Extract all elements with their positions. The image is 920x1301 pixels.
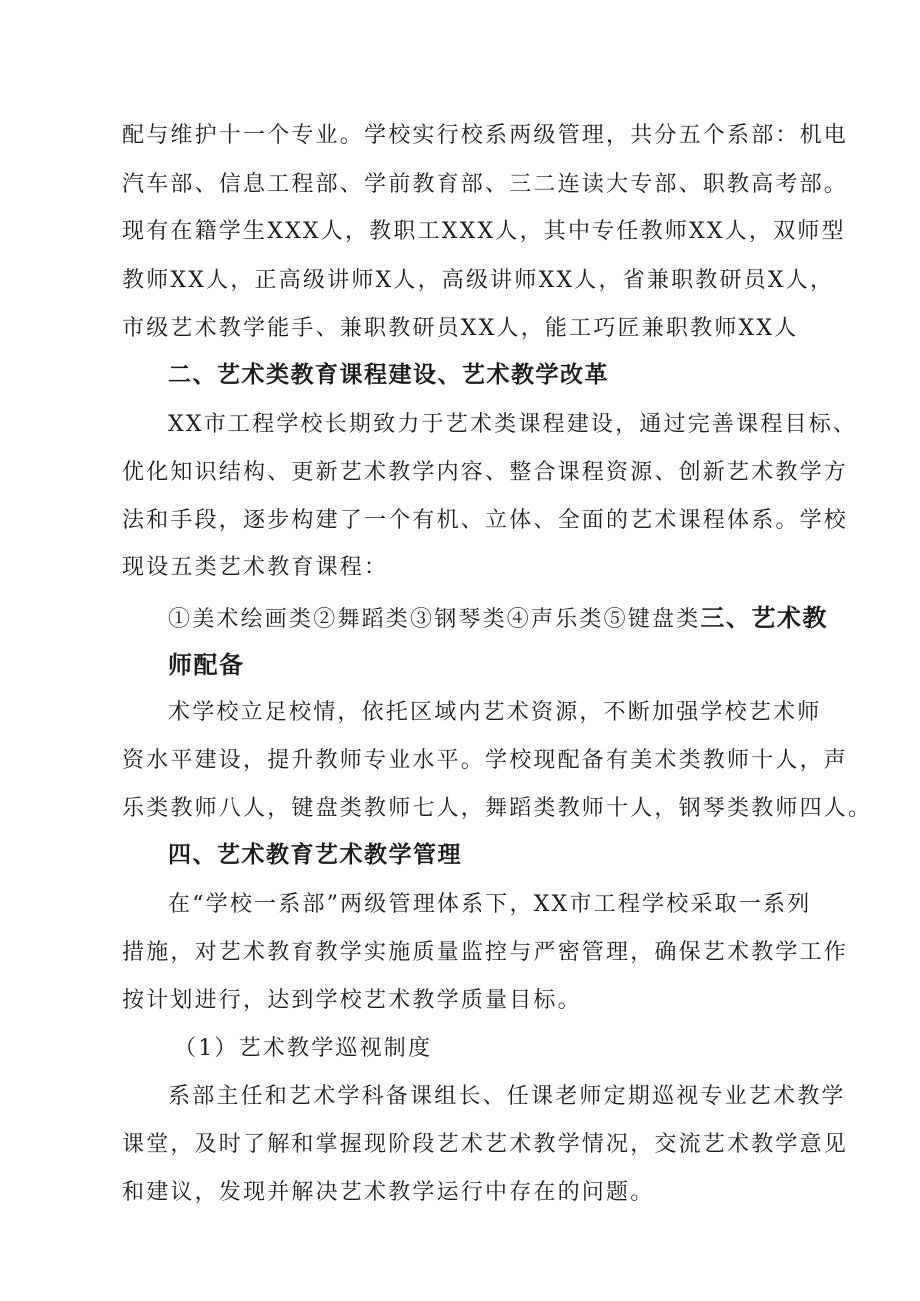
body-text-line: 在“学校一系部”两级管理体系下，XX市工程学校采取一系列 [168, 892, 812, 917]
course-list-text: ①美术绘画类②舞蹈类③钢琴类④声乐类⑤键盘类 [168, 607, 701, 632]
sub-heading: （1）艺术教学巡视制度 [174, 1036, 433, 1061]
body-text-line: 措施，对艺术教育教学实施质量监控与严密管理，确保艺术教学工作 [122, 940, 849, 965]
body-text-line: 按计划进行，达到学校艺术教学质量目标。 [122, 988, 582, 1013]
course-list-line [168, 603, 868, 635]
body-text-line: 资水平建设，提升教师专业水平。学校现配备有美术类教师十人，声 [122, 748, 849, 773]
body-text-line: 现设五类艺术教育课程： [122, 555, 389, 580]
body-text-line: 现有在籍学生XXX人，教职工XXX人，其中专任教师XX人，双师型 [122, 219, 846, 244]
body-text-line: XX市工程学校长期致力于艺术类课程建设，通过完善课程目标、 [168, 412, 858, 437]
body-text-line: 汽车部、信息工程部、学前教育部、三二连读大专部、职教高考部。 [122, 172, 849, 197]
section-heading-3-end: 师配备 [168, 651, 245, 679]
body-text-line: 法和手段，逐步构建了一个有机、立体、全面的艺术课程体系。学校 [122, 508, 849, 533]
body-text-line: 教师XX人，正高级讲师X人，高级讲师XX人，省兼职教研员X人， [122, 268, 835, 293]
body-text-line: 配与维护十一个专业。学校实行校系两级管理，共分五个系部：机电 [122, 123, 849, 148]
section-heading-2: 二、艺术类教育课程建设、艺术教学改革 [168, 362, 609, 388]
section-heading-3-start: 三、艺术教 [700, 604, 828, 632]
body-text-line: 术学校立足校情，依托区域内艺术资源，不断加强学校艺术师 [168, 700, 822, 725]
body-text-line: 和建议，发现并解决艺术教学运行中存在的问题。 [122, 1180, 655, 1205]
body-text-line: 市级艺术教学能手、兼职教研员XX人，能工巧匠兼职教师XX人 [122, 316, 799, 341]
body-text-line: 系部主任和艺术学科备课组长、任课老师定期巡视专业艺术教学 [168, 1084, 846, 1109]
body-text-line: 乐类教师八人，键盘类教师七人，舞蹈类教师十人，钢琴类教师四人。 [122, 796, 873, 821]
section-heading-4: 四、艺术教育艺术教学管理 [168, 842, 462, 868]
body-text-line: 课堂，及时了解和掌握现阶段艺术艺术教学情况，交流艺术教学意见 [122, 1132, 849, 1157]
body-text-line: 优化知识结构、更新艺术教学内容、整合课程资源、创新艺术教学方 [122, 460, 849, 485]
